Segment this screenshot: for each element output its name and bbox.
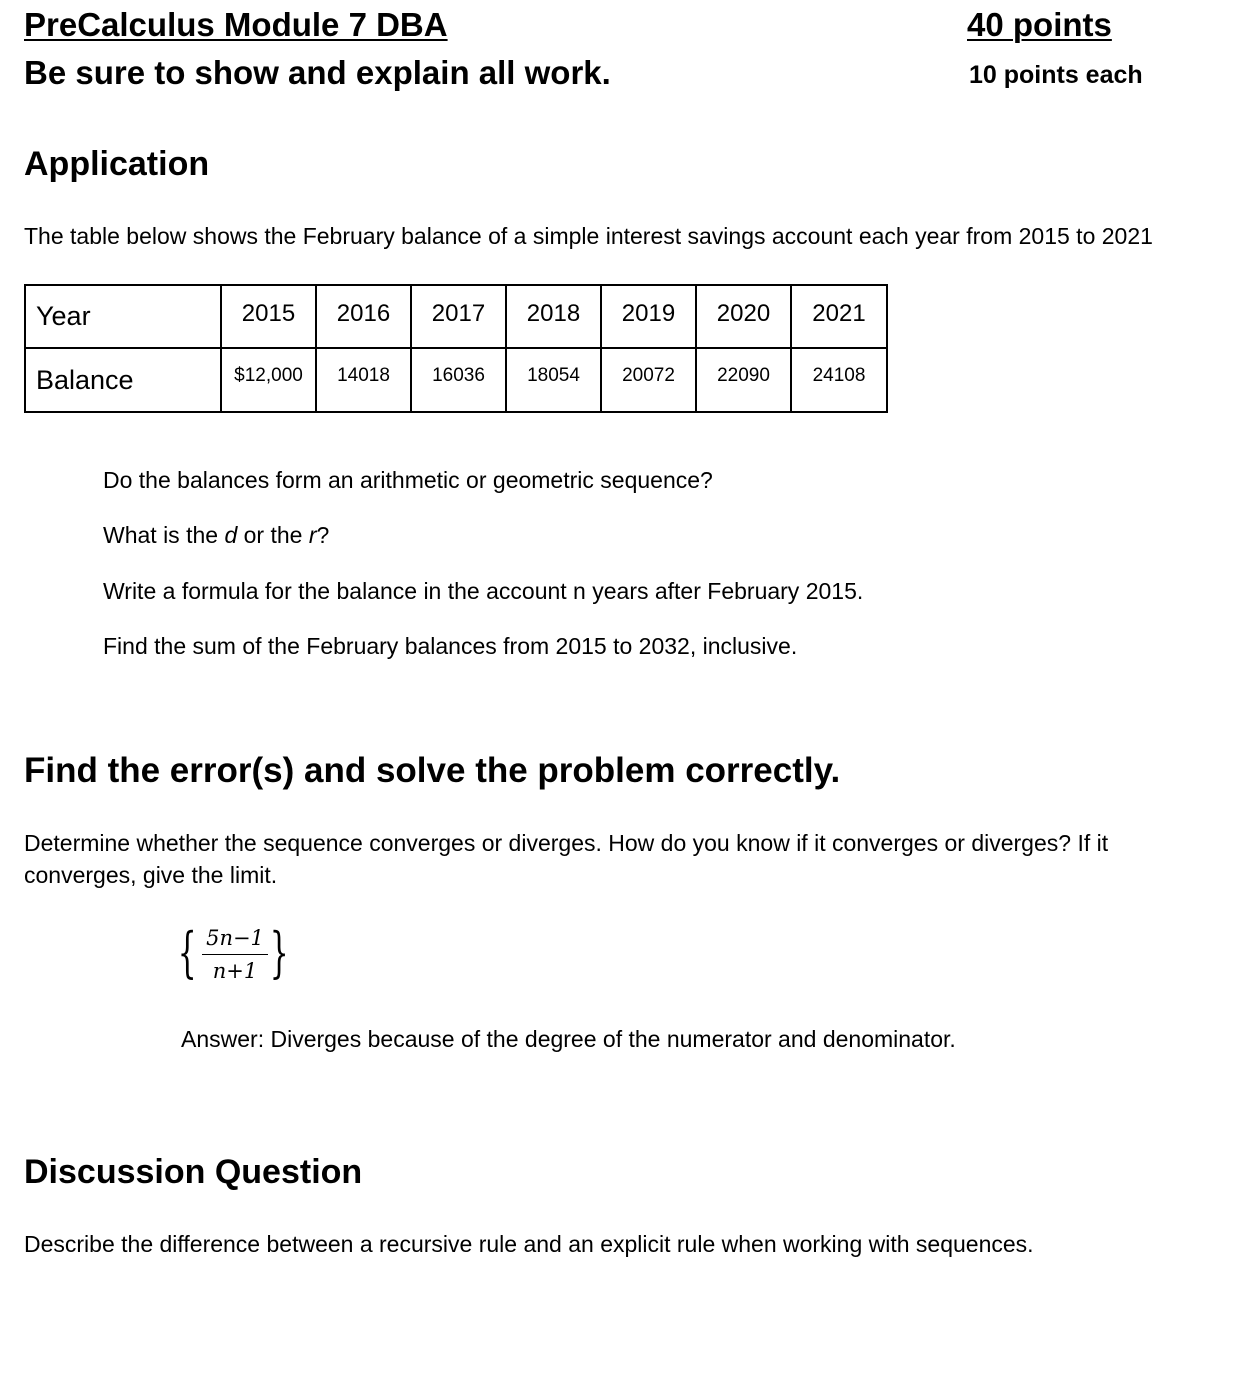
question-formula: Write a formula for the balance in the account n years after February 2015. <box>103 578 864 604</box>
year-cell: 2015 <box>221 285 316 348</box>
question-sum: Find the sum of the February balances from 2015 to 2032, inclusive. <box>103 633 798 659</box>
question-d-or-r <box>103 519 329 551</box>
application-intro: The table below shows the February balance of a simple interest savings account each year from 2015 to 2021 <box>24 223 1153 249</box>
year-cell: 2020 <box>696 285 791 348</box>
year-cell: 2018 <box>506 285 601 348</box>
table-row-balance <box>25 348 887 412</box>
application-heading: Application <box>24 145 210 183</box>
table-row-year <box>25 285 887 348</box>
balance-cell: 16036 <box>411 348 506 412</box>
balance-cell: 20072 <box>601 348 696 412</box>
variable-d: d <box>224 522 238 548</box>
error-section-prompt: Determine whether the sequence converges or diverges. How do you know if it converges or diverges? If it converges, give the limit. <box>24 830 1109 888</box>
balance-cell: 22090 <box>696 348 791 412</box>
question-d-or-r-prefix: What is the <box>103 522 225 548</box>
balance-cell: 18054 <box>506 348 601 412</box>
fraction-denominator <box>202 957 268 985</box>
points-each: 10 points each <box>969 61 1143 89</box>
discussion-heading: Discussion Question <box>24 1153 363 1191</box>
total-points: 40 points <box>967 6 1112 43</box>
row-header-year: Year <box>25 285 221 348</box>
fraction-numerator <box>202 924 268 952</box>
page-title: PreCalculus Module 7 DBA <box>24 6 448 43</box>
fraction-bar <box>202 954 268 955</box>
error-section-heading: Find the error(s) and solve the problem correctly. <box>24 751 841 790</box>
row-header-balance: Balance <box>25 348 221 412</box>
question-sequence-type: Do the balances form an arithmetic or geometric sequence? <box>103 467 713 493</box>
year-cell: 2021 <box>791 285 887 348</box>
sequence-expression <box>177 921 292 992</box>
balance-cell: 14018 <box>316 348 411 412</box>
denominator-text: n+1 <box>212 959 258 983</box>
year-cell: 2017 <box>411 285 506 348</box>
left-brace: { <box>177 921 197 984</box>
balance-table <box>24 284 888 413</box>
balance-cell: 24108 <box>791 348 887 412</box>
question-d-or-r-suffix: ? <box>316 522 330 548</box>
question-d-or-r-mid: or the <box>237 522 309 548</box>
year-cell: 2019 <box>601 285 696 348</box>
year-cell: 2016 <box>316 285 411 348</box>
numerator-text: 5n−1 <box>206 926 264 950</box>
right-brace: } <box>269 921 289 984</box>
variable-r: r <box>308 522 317 548</box>
given-answer: Answer: Diverges because of the degree of the numerator and denominator. <box>181 1026 956 1052</box>
balance-cell: $12,000 <box>221 348 316 412</box>
sequence-fraction <box>202 924 268 985</box>
page-subtitle: Be sure to show and explain all work. <box>24 54 611 91</box>
discussion-prompt: Describe the difference between a recursive rule and an explicit rule when working with sequences. <box>24 1231 1034 1257</box>
